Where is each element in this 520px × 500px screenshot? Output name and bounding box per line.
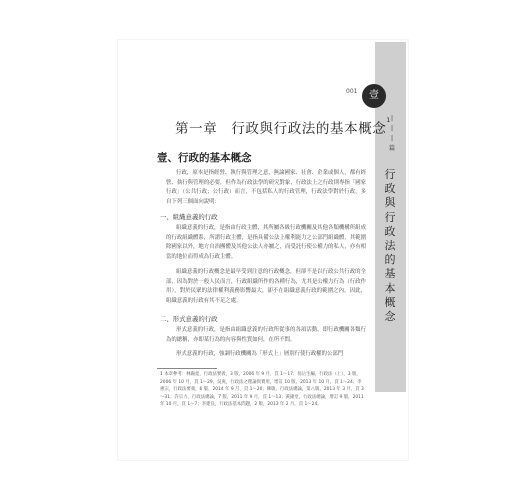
- part-marker: |: [390, 135, 394, 142]
- part-marker: 篇: [388, 145, 395, 152]
- part-circle-badge: 壹: [362, 84, 386, 108]
- vertical-chapter-title: 行政與行政法的基本概念: [384, 168, 396, 324]
- footnote-text: 1 本章參考：林錫堯，行政法要義，3 版，2006 年 9 月，頁 1～17；翁岳生編，行政法（上），3 版，2006 年 10 月，頁 1～29；吳庚，行政法之理論與實用，增訂 10 版，2013 年 10 月，頁 1～24；李惠宗，行政法要義，6 版，2014 年 9 月，頁 1～20；陳敏，行政法總論，第八版，2013 年 3 月，頁 3～31；許宗力，行政法總論，7 版，2011 年 9 月，頁 1～13；黃錦堂，行政法總論，增訂 9 版，2011 年 10 月，頁 1～7；李建良，行政法基本問題，2 版，2013 年 2 月，頁 1～24。: [160, 372, 364, 408]
- chapter-title: [175, 117, 391, 137]
- chapter-label: 第一章: [175, 121, 218, 137]
- formal-paragraph-2: 形式意義的行政，強調行政機關為「形式上」層別行使行政權的公部門: [176, 351, 344, 357]
- subsection-heading-organizational: 一、組織意義的行政: [160, 213, 218, 221]
- part-marker: |: [390, 115, 394, 122]
- subsection-heading-formal: 二、形式意義的行政: [160, 315, 218, 323]
- page-number: 001: [346, 88, 358, 95]
- section-heading: 壹、行政的基本概念: [157, 152, 252, 164]
- footnote-marker: 1: [386, 117, 391, 124]
- formal-paragraph-1: 形式意義的行政，是指由組織意義的行政所從事的各項活動，即行政機關各類行為的總稱，亦即某行為的內容與性質如何，在所不問。: [166, 327, 366, 343]
- part-marker: |: [390, 125, 394, 132]
- chapter-name: 行政與行政法的基本概念: [231, 121, 387, 137]
- footnote-divider: [157, 368, 217, 369]
- organizational-paragraph-1: 組織意義的行政，是指由行政主體、其所屬各級行政機關及其他各類機構所組成的行政組織體系，所謂行政主體，是指具備公法上權利能力之公部門組織體，其範圍除國家以外，地方自治團體及其他公法人亦屬之，而受託行使公權力的私人，亦有相當的地位而得成為行政主體。: [166, 225, 366, 260]
- intro-paragraph: 行政，原本是指經營、執行與管理之意，無論國家、社會、企業或個人，都有經營、執行與管理的必要，但作為行政法學的研究對象，行政法上之行政則專指「國家行政」（公共行政；公行政）而言，不包括私人的行政管理，行政法學對於行政，多自下列三個面向說明：: [166, 170, 366, 205]
- organizational-paragraph-2: 組織意義的行政概念是最早受到注意的行政概念，但卻不是以行政公共行政的全部，因為對於一般人民而言，行政組織所作的各種行為，尤其是公權力行為（行政作用），對於民眾的法律權利義務影響最大，卻不在組織意義行政的範圍之內，因此，組織意義的行政有其不足之處。: [166, 269, 366, 304]
